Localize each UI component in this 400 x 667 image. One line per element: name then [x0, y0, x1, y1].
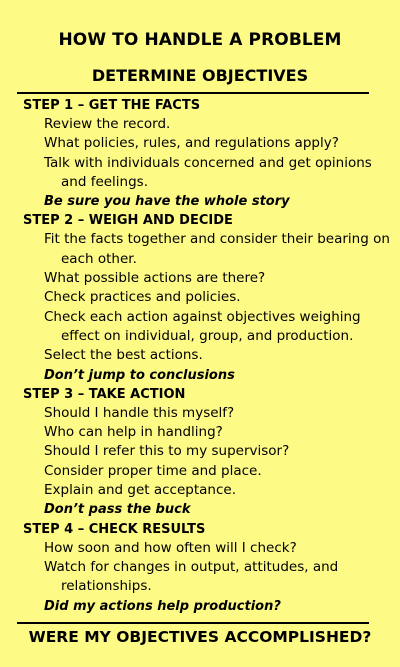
closing-question: WERE MY OBJECTIVES ACCOMPLISHED?: [28, 628, 372, 646]
step-item: Explain and get acceptance.: [44, 482, 236, 499]
bottom-divider: [17, 622, 369, 624]
step-item-continuation: effect on individual, group, and production.: [61, 327, 354, 344]
step-maxim: Don’t pass the buck: [44, 502, 191, 518]
step-3: [23, 385, 383, 520]
step-heading: STEP 1 – GET THE FACTS: [23, 98, 201, 113]
step-maxim: Be sure you have the whole story: [44, 194, 290, 210]
step-item-continuation: relationships.: [61, 578, 152, 595]
step-item: Who can help in handling?: [44, 424, 223, 441]
step-item: Should I handle this myself?: [44, 404, 235, 421]
page-subtitle: DETERMINE OBJECTIVES: [91, 66, 309, 85]
step-heading: STEP 4 – CHECK RESULTS: [23, 521, 206, 537]
step-item: Consider proper time and place.: [44, 462, 262, 479]
step-1: [23, 96, 383, 211]
step-item: Select the best actions.: [44, 347, 203, 364]
step-maxim: Don’t jump to conclusions: [44, 367, 235, 383]
step-item: What policies, rules, and regulations apply?: [44, 135, 339, 152]
step-item: Fit the facts together and consider their bearing on: [44, 231, 390, 248]
step-item: Review the record.: [44, 116, 171, 132]
steps-list: [23, 96, 390, 616]
step-item-continuation: and feelings.: [61, 173, 149, 190]
step-2: [23, 211, 390, 384]
step-item: Check practices and policies.: [44, 289, 241, 306]
step-4: [23, 520, 383, 616]
step-heading: STEP 2 – WEIGH AND DECIDE: [23, 213, 233, 229]
step-item: Should I refer this to my supervisor?: [44, 443, 290, 460]
step-item-continuation: each other.: [61, 250, 137, 267]
step-item: Talk with individuals concerned and get opinions: [44, 154, 372, 171]
step-item: How soon and how often will I check?: [44, 539, 297, 556]
step-maxim: Did my actions help production?: [44, 598, 281, 614]
step-heading: STEP 3 – TAKE ACTION: [23, 386, 186, 402]
step-item: What possible actions are there?: [44, 270, 266, 287]
top-divider: [17, 92, 369, 94]
step-item: Check each action against objectives weighing: [44, 308, 361, 325]
page-title: HOW TO HANDLE A PROBLEM: [58, 30, 342, 50]
step-item: Watch for changes in output, attitudes, and: [44, 558, 339, 575]
